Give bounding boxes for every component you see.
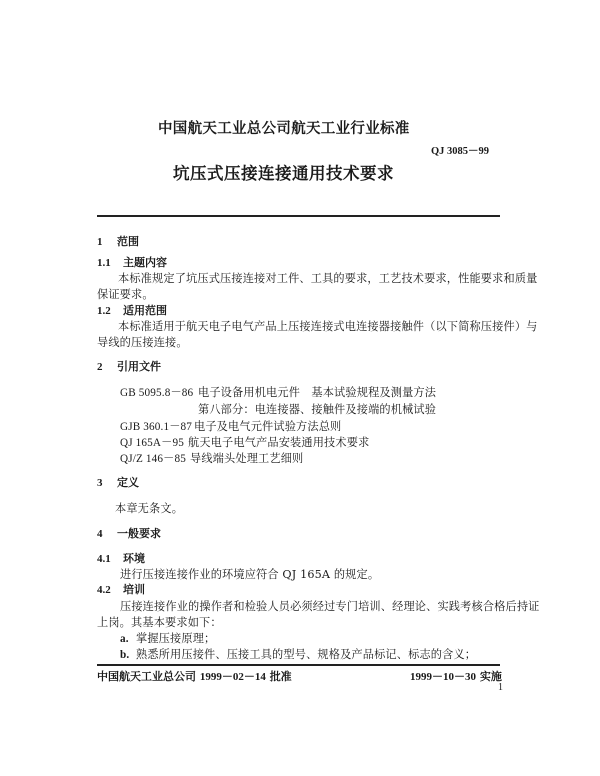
reference-item (120, 434, 369, 450)
section-title: 主题内容 (123, 256, 167, 269)
section-1-2-paragraph-line-2: 导线的压接连接。 (97, 336, 188, 349)
reference-item (120, 450, 303, 466)
approval-line (97, 668, 292, 684)
section-1-2-heading (97, 302, 167, 318)
reference-title: 导线端头处理工艺细则 (190, 452, 304, 465)
section-title: 环境 (123, 552, 145, 565)
reference-code: GJB 360.1－87 (120, 421, 193, 433)
approval-label: 批准 (269, 670, 292, 683)
organization-standard-heading: 中国航天工业总公司航天工业行业标准 (158, 121, 410, 137)
section-number: 4 (97, 528, 103, 540)
section-title: 引用文件 (117, 360, 161, 373)
reference-title: 电子设备用机电元件 基本试验规程及测量方法 (198, 386, 437, 399)
reference-item (120, 384, 436, 400)
section-1-1-paragraph-line-2: 保证要求。 (97, 288, 154, 301)
section-number: 1 (97, 236, 103, 248)
approval-org: 中国航天工业总公司 (97, 670, 196, 683)
effective-label: 实施 (479, 670, 502, 683)
section-4-2-paragraph-line-2: 上岗。其基本要求如下： (97, 616, 222, 629)
list-item (120, 630, 215, 646)
section-title: 范围 (117, 235, 139, 248)
section-title: 适用范围 (123, 304, 167, 317)
page-number: 1 (498, 682, 503, 693)
list-item (120, 646, 476, 662)
standard-code: QJ 3085－99 (431, 146, 490, 157)
reference-title: 航天电子电气产品安装通用技术要求 (188, 436, 370, 449)
approval-date: 1999－02－14 (199, 671, 266, 683)
section-1-1-paragraph-line-1: 本标准规定了坑压式压接连接对工件、工具的要求，工艺技术要求，性能要求和质量 (118, 272, 538, 285)
section-3-heading (97, 474, 139, 490)
reference-title: 电子及电气元件试验方法总则 (194, 420, 342, 433)
section-1-heading (97, 233, 139, 249)
reference-title-continued: 第八部分：电连接器、接触件及接端的机械试验 (198, 403, 437, 416)
effective-line (410, 668, 502, 684)
reference-code: QJ/Z 146－85 (120, 453, 186, 465)
section-title: 培训 (123, 583, 145, 596)
list-item-text: 掌握压接原理； (136, 632, 216, 645)
section-4-1-paragraph: 进行压接连接作业的环境应符合 QJ 165A 的规定。 (120, 568, 380, 581)
section-1-2-paragraph-line-1: 本标准适用于航天电子电气产品上压接连接式电连接器接触件（以下简称压接件）与 (118, 320, 538, 333)
section-number: 4.2 (97, 584, 111, 596)
reference-code: GB 5095.8－86 (120, 387, 194, 399)
reference-item (120, 418, 341, 434)
list-marker: a. (120, 633, 129, 645)
reference-code: QJ 165A－95 (120, 437, 184, 449)
section-2-heading (97, 358, 161, 374)
effective-date: 1999－10－30 (410, 671, 476, 683)
section-1-1-heading (97, 254, 167, 270)
section-4-2-paragraph-line-1: 压接连接作业的操作者和检验人员必须经过专门培训、经理论、实践考核合格后持证 (120, 600, 540, 613)
section-number: 3 (97, 477, 103, 489)
section-3-paragraph: 本章无条文。 (115, 502, 184, 515)
section-number: 2 (97, 361, 103, 373)
document-title: 坑压式压接连接通用技术要求 (173, 164, 394, 183)
section-number: 1.2 (97, 305, 111, 317)
list-marker: b. (120, 649, 130, 661)
section-title: 一般要求 (117, 527, 161, 540)
section-4-1-heading (97, 550, 145, 566)
footer-divider (97, 664, 500, 666)
section-number: 4.1 (97, 553, 111, 565)
section-4-2-heading (97, 581, 145, 597)
list-item-text: 熟悉所用压接件、压接工具的型号、规格及产品标记、标志的含义； (136, 648, 477, 661)
section-number: 1.1 (97, 257, 111, 269)
section-title: 定义 (117, 476, 139, 489)
header-divider (97, 215, 500, 217)
section-4-heading (97, 525, 161, 541)
